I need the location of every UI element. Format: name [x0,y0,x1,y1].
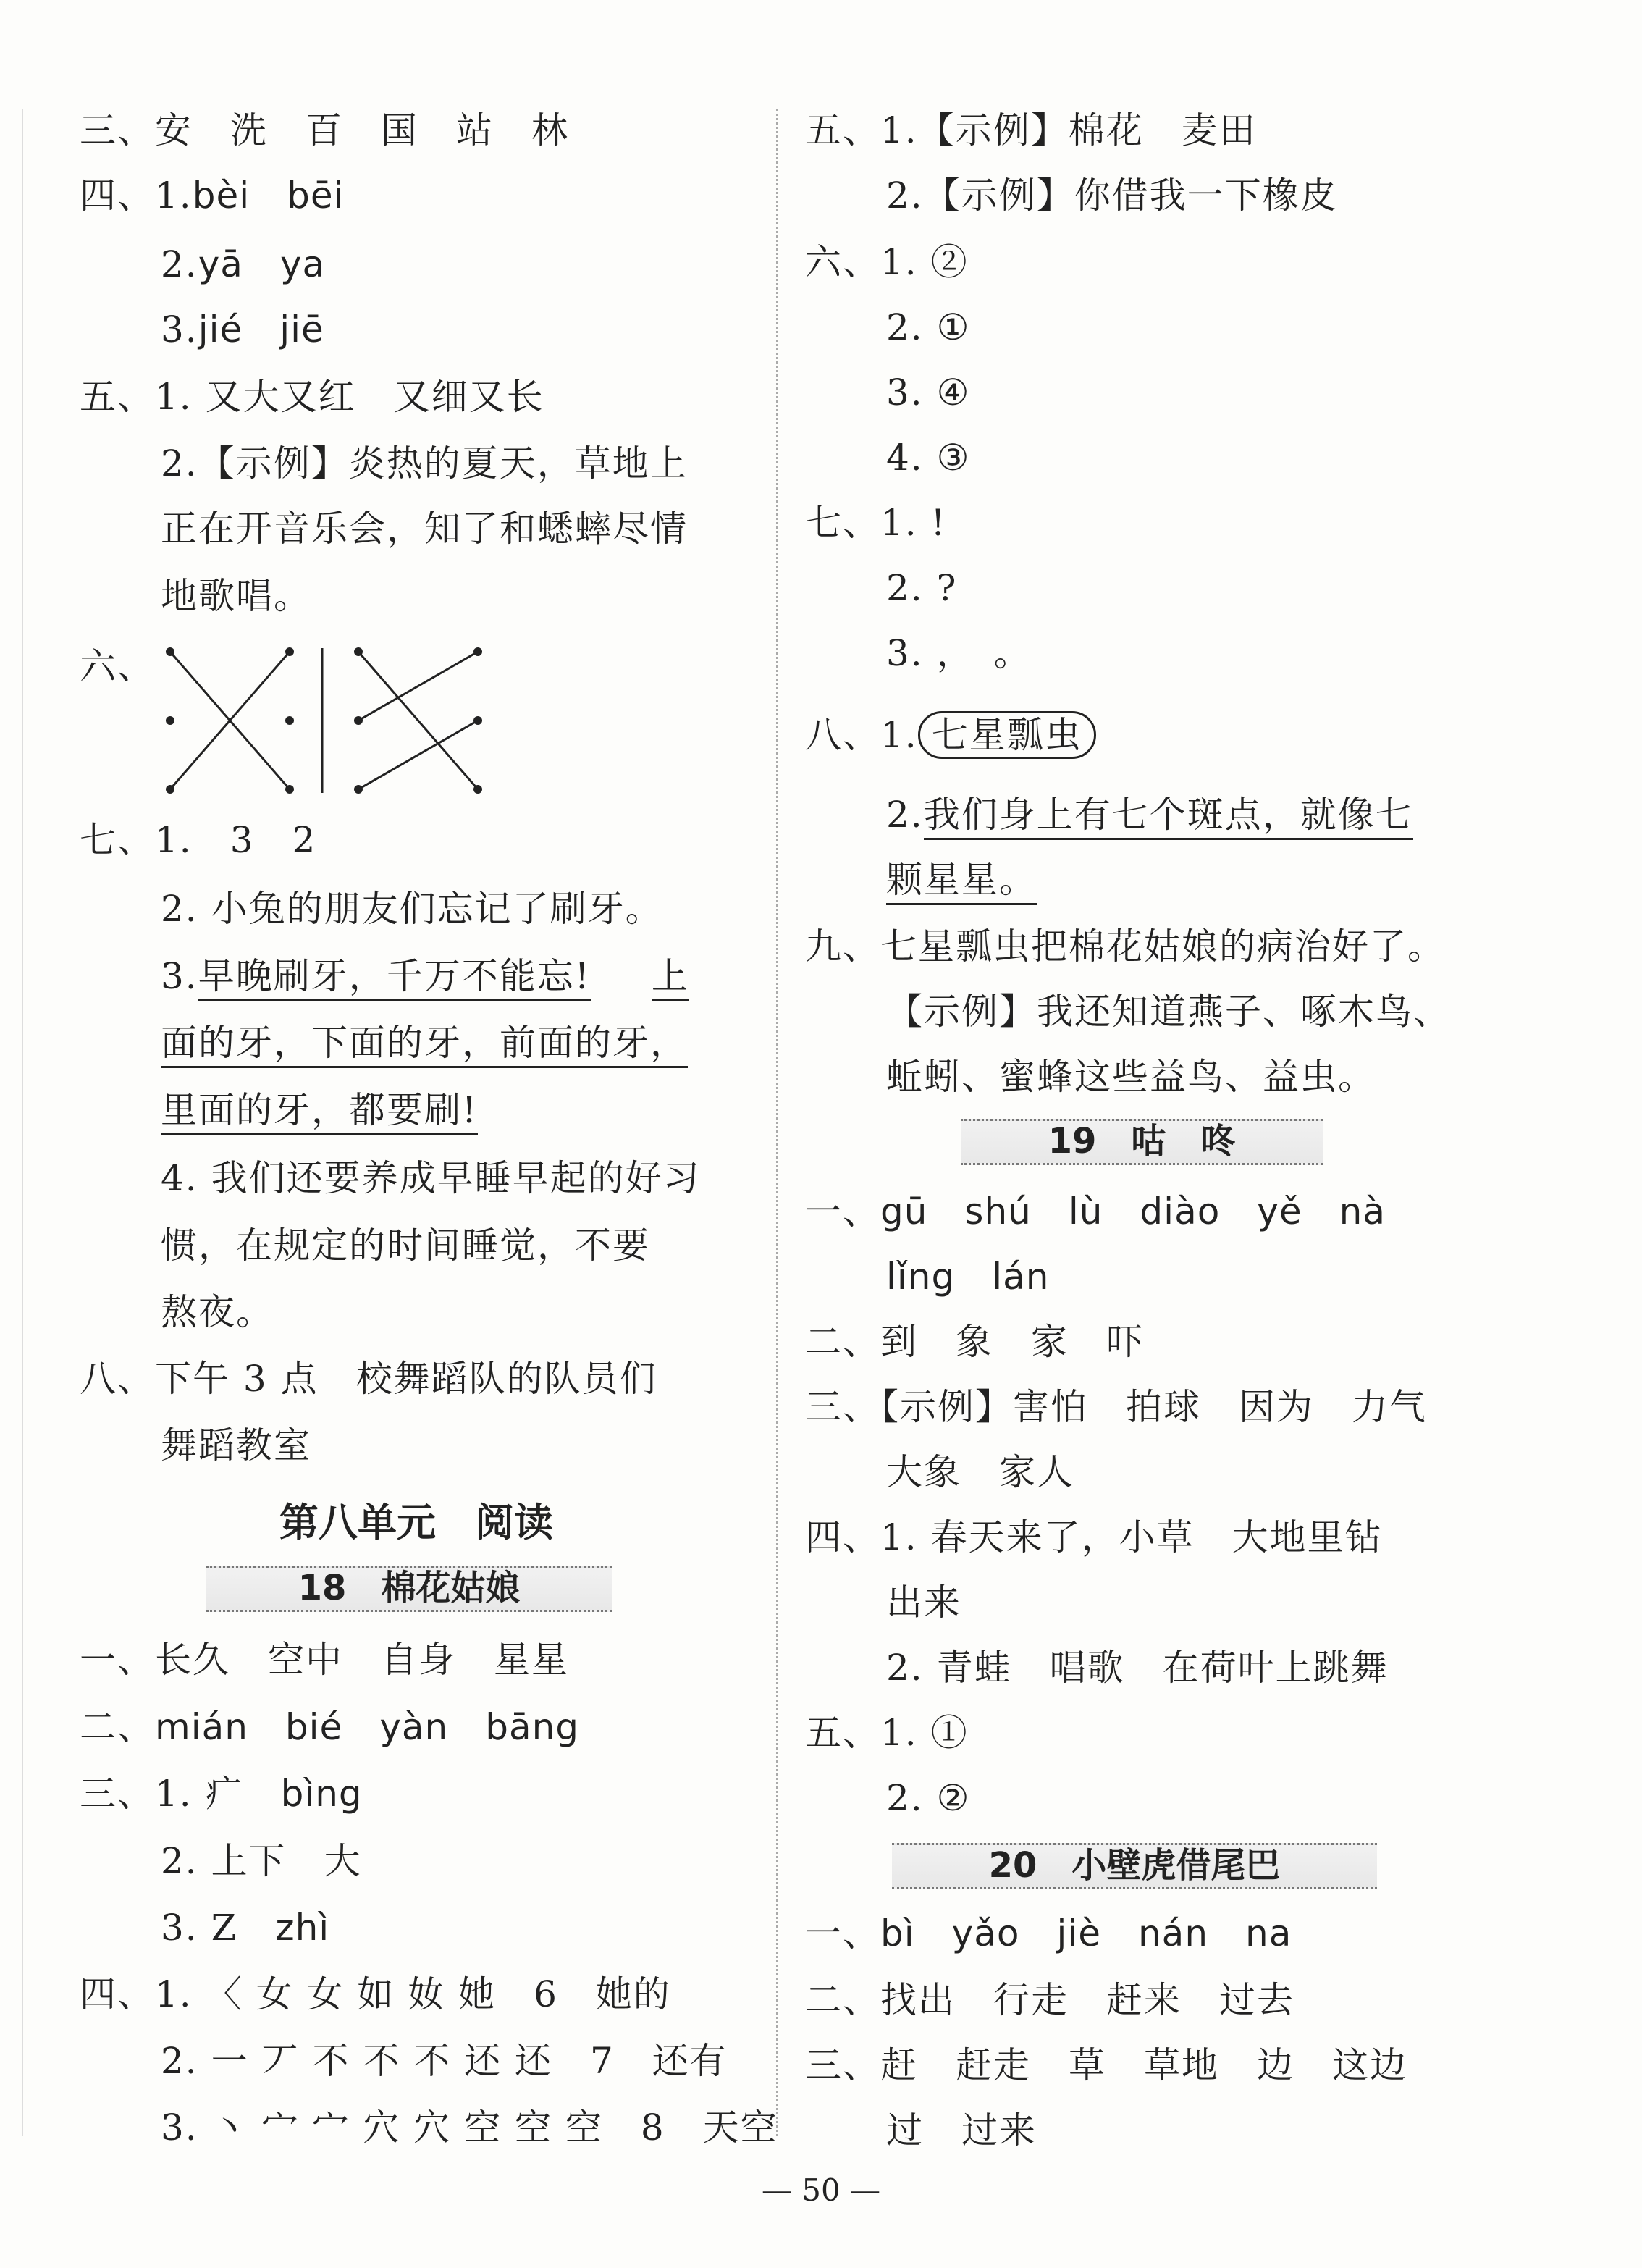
page-edge-line [22,109,23,2136]
answer-line: 3. ④ [886,371,971,413]
answer-line [805,711,1096,759]
answer-label: 2. [886,794,924,836]
answer-label: 3. [161,308,198,350]
answer-line: 九、七星瓢虫把棉花姑娘的病治好了。 [805,925,1445,967]
answer-line: 八、下午 3 点 校舞蹈队的队员们 [80,1358,657,1400]
pinyin: mián bié yàn bāng [155,1706,580,1748]
page-number: — 50 — [761,2172,881,2208]
answer-line: 出来 [886,1582,961,1624]
match-dot [473,647,482,656]
answer-line: 3. ， 。 [886,632,1032,674]
pinyin: bìng [280,1773,363,1815]
answer-line [886,793,1413,840]
answer-line: 舞蹈教室 [161,1424,311,1466]
pinyin: lǐng lán [886,1256,1050,1298]
answer-label: 一、 [805,1190,880,1232]
match-dot [285,716,294,725]
answer-line: 五、1. 又大又红 又细又长 [80,376,544,418]
pinyin: yā ya [198,243,326,285]
answer-line: 2. 一 丆 不 不 不 还 还 7 还有 [161,2040,728,2082]
answer-line [161,243,325,286]
answer-label: 2. [161,243,198,285]
answer-line [161,1021,688,1068]
matching-lines-diagram [159,637,594,811]
answer-line: 六、1. ② [805,241,969,283]
pinyin: zhì [275,1907,330,1949]
pinyin: bèi bēi [192,175,345,217]
answer-line [805,1912,1292,1955]
answer-label: 3. Z [161,1907,276,1949]
answer-label: 四、1. [80,175,193,217]
answer-line: 4. 我们还要养成早睡早起的好习 [161,1157,701,1199]
answer-line: 地歌唱。 [161,575,311,617]
answer-line: 七、1. 3 2 [80,819,317,861]
circled-answer: 七星瓢虫 [918,711,1096,759]
lesson-title: 20 小壁虎借尾巴 [892,1843,1377,1889]
answer-label: 三、1. 疒 [80,1773,281,1815]
answer-line: 2. ① [886,306,971,348]
answer-line [161,1906,329,1949]
underlined-answer: 里面的牙，都要刷! [161,1088,478,1135]
answer-line: 熬夜。 [161,1291,274,1333]
answer-line [161,1088,478,1135]
answer-line: 2. ? [886,567,958,609]
answer-line [161,954,689,1001]
answer-line: 一、长久 空中 自身 星星 [80,1639,569,1681]
answer-line [80,1705,579,1749]
lesson-title: 18 棉花姑娘 [206,1566,612,1612]
answer-line: 三、安 洗 百 国 站 林 [80,109,569,151]
pinyin: bì yǎo jiè nán na [880,1912,1292,1954]
answer-line [886,1255,1049,1298]
answer-line: 2.【示例】你借我一下橡皮 [886,175,1338,217]
answer-line [805,1190,1386,1233]
answer-line: 4. ③ [886,437,971,479]
answer-line: 3. 丶 宀 宀 穴 穴 空 空 空 8 天空 [161,2107,778,2149]
answer-line: 大象 家人 [886,1451,1074,1493]
answer-line: 三、赶 赶走 草 草地 边 这边 [805,2044,1407,2086]
answer-line [886,858,1037,905]
answer-line: 四、1. 春天来了，小草 大地里钻 [805,1516,1383,1558]
unit-heading: 第八单元 阅读 [279,1500,553,1545]
answer-line: 二、找出 行走 赶来 过去 [805,1979,1294,2021]
match-dot [166,647,174,656]
match-line [358,652,478,789]
answer-line: 【示例】我还知道燕子、啄木鸟、 [886,991,1451,1033]
answer-line [80,174,345,217]
answer-line: 五、1.【示例】棉花 麦田 [805,109,1257,151]
answer-line: 2. 青蛙 唱歌 在荷叶上跳舞 [886,1647,1389,1689]
answer-line [161,308,324,351]
match-dot [473,716,482,725]
answer-line: 2.【示例】炎热的夏天，草地上 [161,442,688,484]
match-dot [285,785,294,794]
answer-line: 2. 小兔的朋友们忘记了刷牙。 [161,888,663,930]
match-dot [354,716,363,725]
column-divider [776,109,778,2136]
match-dot [473,785,482,794]
match-dot [166,785,174,794]
answer-line: 六、 [80,645,155,687]
answer-line: 二、到 象 家 吓 [805,1321,1144,1363]
underlined-answer: 颗星星。 [886,858,1037,905]
answer-line: 五、1. ① [805,1712,969,1754]
answer-label: 二、 [80,1706,155,1748]
answer-label: 八、1. [805,714,918,756]
answer-line: 2. ② [886,1777,971,1819]
answer-line: 四、1. 〈 女 女 如 奻 她 6 她的 [80,1973,671,2015]
answer-label: 一、 [805,1912,880,1954]
underlined-answer: 早晚刷牙，千万不能忘! [198,954,591,1001]
match-line [358,721,478,789]
answer-line: 2. 上下 大 [161,1840,362,1882]
lesson-title: 19 咕 咚 [961,1119,1323,1165]
answer-line: 三、【示例】害怕 拍球 因为 力气 [805,1386,1427,1428]
match-dot [354,785,363,794]
answer-line [80,1772,363,1815]
answer-line: 惯，在规定的时间睡觉，不要 [161,1225,650,1267]
underlined-answer: 我们身上有七个斑点，就像七 [924,793,1413,840]
answer-line: 七、1. ! [805,502,947,544]
underlined-answer: 上 [652,954,689,1001]
underlined-answer: 面的牙，下面的牙，前面的牙， [161,1021,688,1068]
answer-line: 正在开音乐会，知了和蟋蟀尽情 [161,508,688,550]
answer-label: 3. [161,955,198,997]
answer-line: 过 过来 [886,2109,1037,2151]
pinyin: jié jiē [198,308,324,350]
answer-line: 蚯蚓、蜜蜂这些益鸟、益虫。 [886,1056,1376,1098]
pinyin: gū shú lù diào yě nà [880,1190,1386,1232]
match-line [358,652,478,721]
match-dot [354,647,363,656]
